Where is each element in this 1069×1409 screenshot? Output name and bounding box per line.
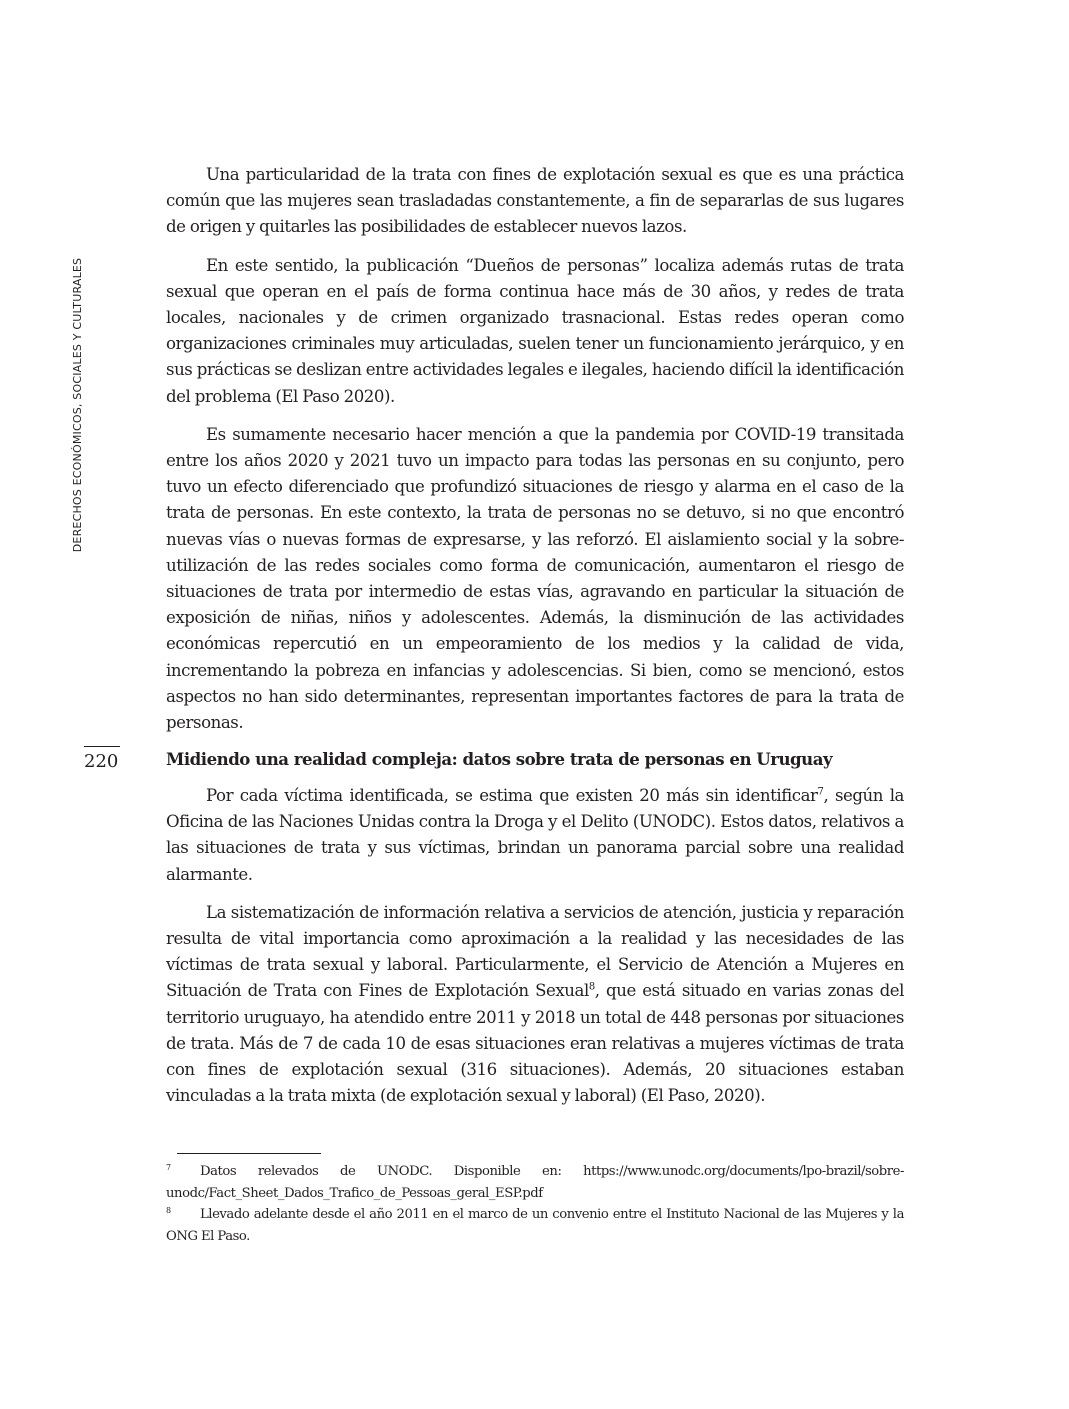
body-text-upper bbox=[166, 162, 904, 736]
footnote-7 bbox=[166, 1161, 904, 1204]
footnote-text: Llevado adelante desde el año 2011 en el marco de un convenio entre el Instituto Nacional de las Mujeres y la ONG El Paso. bbox=[166, 1207, 904, 1244]
footnote-ref-8: 8 bbox=[588, 981, 595, 993]
paragraph-4-text-a: Por cada víctima identificada, se estima que existen 20 más sin identificar bbox=[206, 786, 818, 805]
paragraph-1: Una particularidad de la trata con fines de explotación sexual es que es una práctica común que las mujeres sean trasladadas constantemente, a fin de separarlas de sus lugares de origen y quitarles las posibilidades de establecer nuevos lazos. bbox=[166, 165, 904, 237]
footnote-number: 8 bbox=[166, 1206, 171, 1215]
body-text-section bbox=[166, 746, 904, 1109]
section-heading: Midiendo una realidad compleja: datos sobre trata de personas en Uruguay bbox=[166, 749, 833, 769]
paragraph-4-text-b: , según la Oficina de las Naciones Unidas contra la Droga y el Delito (UNODC). Estos datos, relativos a las situaciones de trata y sus víctimas, brindan un panorama parcial sobre una realidad alarmante. bbox=[166, 786, 904, 884]
paragraph-3: Es sumamente necesario hacer mención a que la pandemia por COVID-19 transitada entre los años 2020 y 2021 tuvo un impacto para todas las personas en su conjunto, pero tuvo un efecto diferenciado que profundizó situaciones de riesgo y alarma en el caso de la trata de personas. En este contexto, la trata de personas no se detuvo, si no que encontró nuevas vías o nuevas formas de expresarse, y las reforzó. El aislamiento social y la sobre-utilización de las redes sociales como forma de comunicación, aumentaron el riesgo de situaciones de trata por intermedio de estas vías, agravando en particular la situación de exposición de niñas, niños y adolescentes. Además, la disminución de las actividades económicas repercutió en un empeoramiento de los medios y la calidad de vida, incrementando la pobreza en infancias y adolescencias. Si bien, como se mencionó, estos aspectos no han sido determinantes, representan importantes factores de para la trata de personas. bbox=[166, 424, 904, 733]
paragraph-5-text-a: La sistematización de información relativa a servicios de atención, justicia y reparación resulta de vital importancia como aproximación a la realidad y las necesidades de las víctimas de trata sexual y laboral. Particularmente, el Servicio de Atención a Mujeres en Situación de Trata con Fines de Explotación Sexual bbox=[166, 902, 904, 1001]
page-number-rule bbox=[84, 746, 120, 747]
page-number: 220 bbox=[84, 751, 119, 772]
footnote-8 bbox=[166, 1204, 904, 1247]
footnotes bbox=[166, 1161, 904, 1247]
paragraph-5 bbox=[166, 900, 904, 1110]
paragraph-4 bbox=[166, 783, 904, 888]
footnote-number: 7 bbox=[166, 1163, 171, 1172]
footnote-rule bbox=[177, 1153, 321, 1154]
footnote-ref-7: 7 bbox=[817, 786, 824, 798]
paragraph-2: En este sentido, la publicación “Dueños de personas” localiza además rutas de trata sexual que operan en el país de forma continua hace más de 30 años, y redes de trata locales, nacionales y de crimen organizado trasnacional. Estas redes operan como organizaciones criminales muy articuladas, suelen tener un funcionamiento jerárquico, y en sus prácticas se deslizan entre actividades legales e ilegales, haciendo difícil la identificación del problema (El Paso 2020). bbox=[166, 255, 904, 406]
footnote-text: Datos relevados de UNODC. Disponible en: https://www.unodc.org/documents/lpo-brazil/sobre-unodc/Fact_Sheet_Dados_Trafico_de_Pessoas_geral_ESP.pdf bbox=[166, 1164, 904, 1201]
paragraph-5-text-b: , que está situado en varias zonas del territorio uruguayo, ha atendido entre 2011 y 2018 un total de 448 personas por situaciones de trata. Más de 7 de cada 10 de esas situaciones eran relativas a mujeres víctimas de trata con fines de explotación sexual (316 situaciones). Además, 20 situaciones estaban vinculadas a la trata mixta (de explotación sexual y laboral) (El Paso, 2020). bbox=[166, 981, 904, 1106]
running-head: DERECHOS ECONÓMICOS, SOCIALES Y CULTURALES bbox=[71, 257, 84, 553]
